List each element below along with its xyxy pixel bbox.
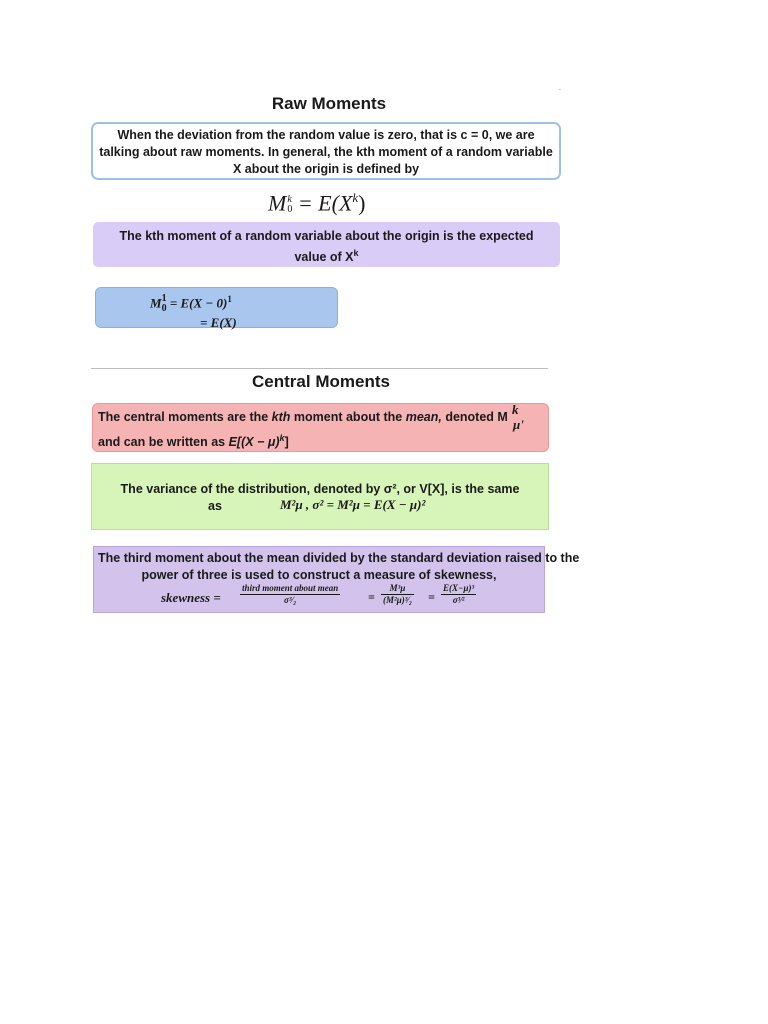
raw-moments-title: Raw Moments	[271, 94, 387, 113]
f1-den: σ³⁄₂	[284, 595, 297, 605]
first-raw-moment-box	[95, 287, 338, 331]
f2-num: M³μ	[381, 583, 414, 595]
raw-intro-box	[91, 122, 561, 180]
raw-moment-formula	[268, 190, 366, 216]
red-line2-k: k	[279, 433, 285, 443]
skew-fraction-1	[240, 583, 340, 606]
central-moments-title: Central Moments	[252, 372, 390, 391]
formula-rhs: = E(X	[297, 190, 353, 216]
red-post: denoted M	[441, 410, 508, 424]
red-kth: kth	[271, 410, 291, 424]
blue-sup: 1	[161, 293, 167, 305]
purple-line1: The third moment about the mean divided by the standard deviation raised to the	[98, 551, 580, 565]
expected-value-sup: k	[353, 248, 359, 258]
skewness-purple-box	[93, 546, 580, 613]
green-as: as	[208, 499, 222, 513]
skew-fraction-3	[441, 583, 476, 606]
skew-label: skewness =	[161, 590, 221, 605]
red-line2-pre: and can be written as	[98, 435, 229, 450]
f3-den: σ³⁄²	[452, 595, 465, 605]
skew-eq-2: =	[428, 590, 435, 604]
red-k: k	[512, 402, 519, 417]
f3-num: E(X−μ)³	[443, 583, 475, 593]
blue-pow: 1	[227, 294, 232, 304]
formula-rhs-k: k	[352, 190, 359, 205]
red-mean: mean,	[405, 410, 442, 424]
formula-m: M	[268, 190, 287, 216]
expected-value-box	[93, 222, 560, 267]
formula-close: )	[358, 190, 366, 216]
purple-line2: power of three is used to construct a measure of skewness,	[141, 568, 497, 582]
red-mu: μ'	[513, 417, 524, 432]
red-mid: moment about the	[290, 410, 406, 424]
blue-line2: = E(X)	[200, 315, 237, 331]
section-divider	[91, 368, 548, 369]
blue-sub: 0	[161, 303, 167, 315]
corner-mark: ˙	[559, 88, 562, 97]
formula-k: k	[287, 194, 292, 206]
blue-rhs: = E(X − 0)	[169, 295, 228, 311]
f2-den: (M²μ)³⁄₂	[383, 595, 413, 605]
central-moments-red-box	[92, 403, 549, 452]
green-line1: The variance of the distribution, denoted by σ², or V[X], is the same	[120, 482, 520, 496]
raw-intro-text: When the deviation from the random value is zero, that is c = 0, we are talking about raw moments. In general, the kth moment of a random variable X about the origin is defined by	[99, 128, 553, 176]
skew-eq-1: =	[368, 590, 375, 604]
formula-zero: 0	[287, 204, 293, 216]
variance-green-box	[91, 463, 549, 530]
green-formula: M²μ , σ² = M²μ = E(X − μ)²	[280, 497, 426, 512]
red-pre: The central moments are the	[98, 410, 272, 424]
red-line2-expr: E[(X − μ)	[228, 435, 280, 450]
skew-fraction-2	[381, 583, 414, 606]
blue-m: M	[150, 295, 162, 311]
red-line2-close: ]	[284, 435, 289, 450]
f1-num: third moment about mean	[242, 583, 339, 593]
expected-value-text: The kth moment of a random variable about the origin is the expected value of X	[119, 229, 534, 265]
